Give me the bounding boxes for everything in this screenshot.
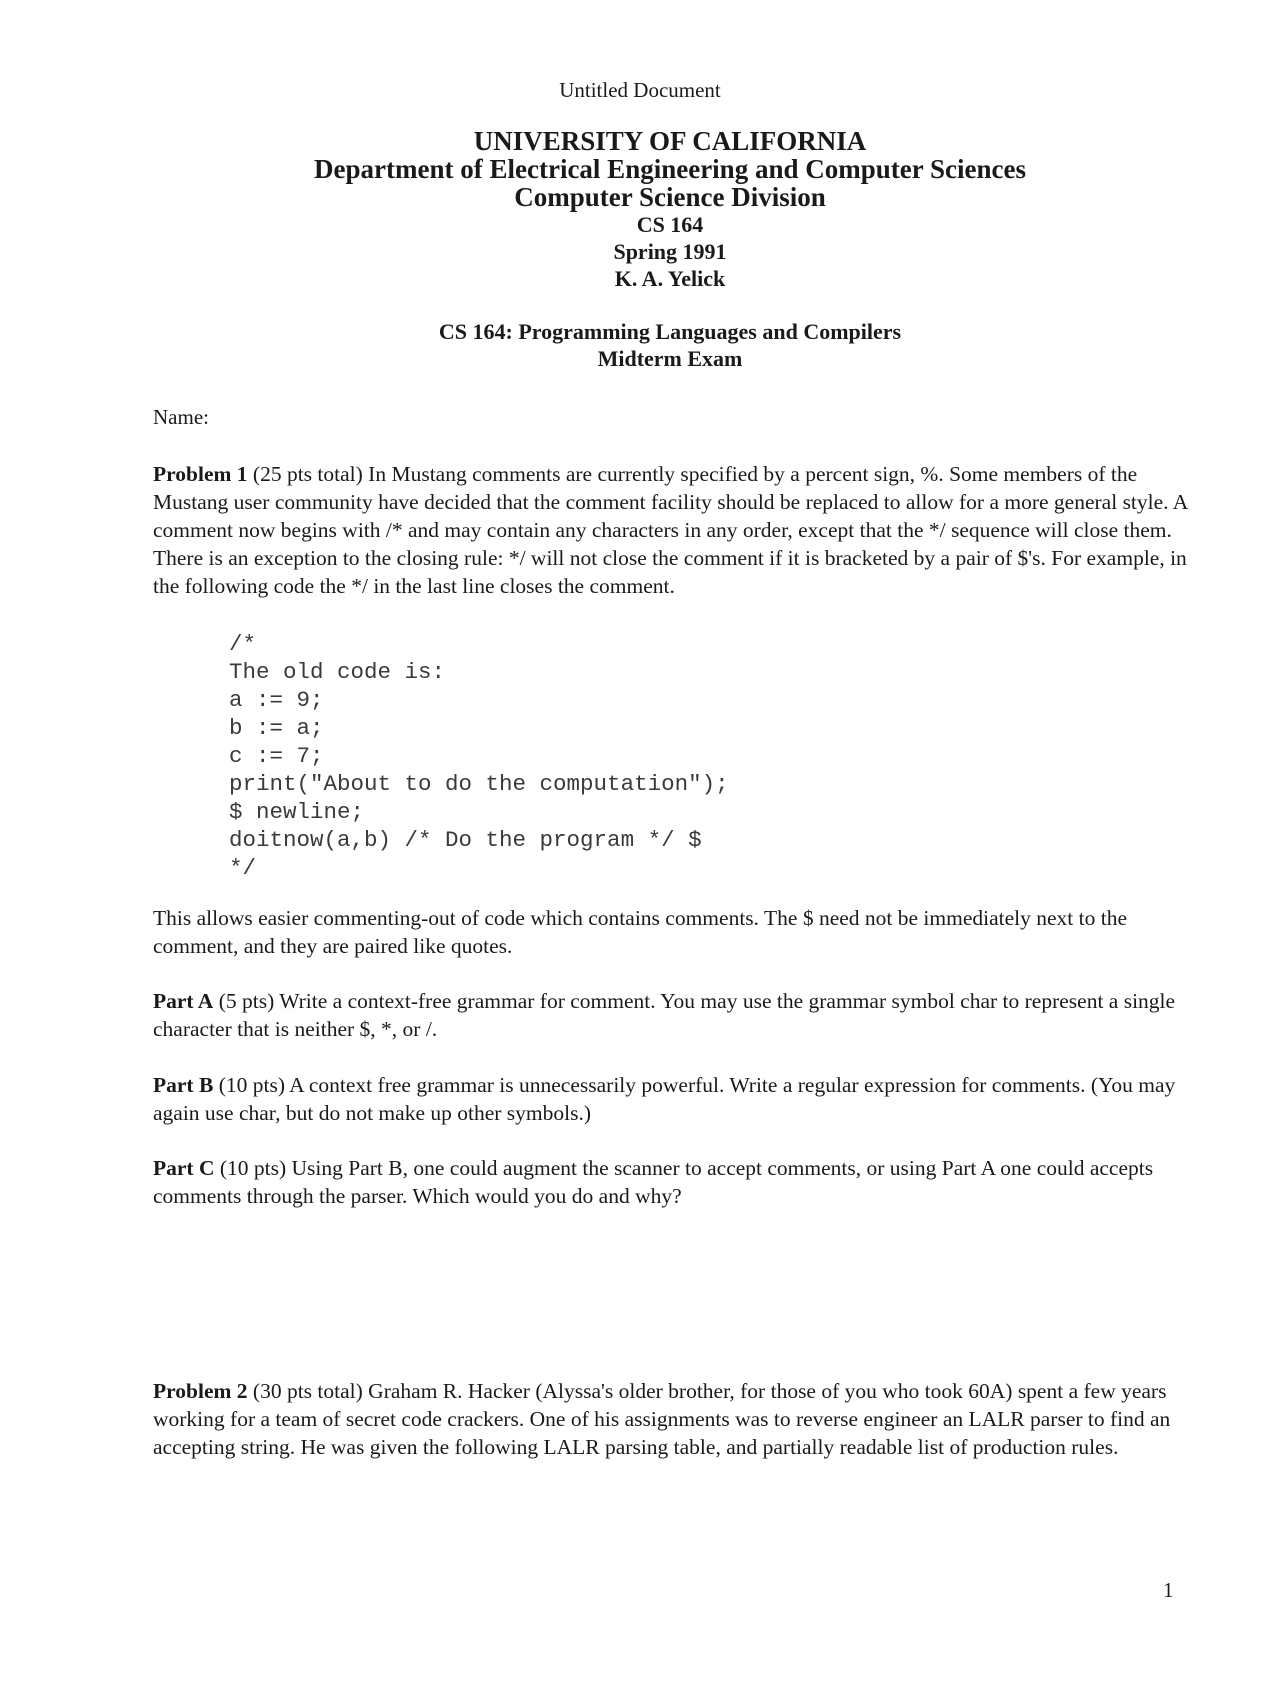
university-name: UNIVERSITY OF CALIFORNIA [473,126,867,156]
code-line: doitnow(a,b) /* Do the program */ $ [229,827,702,853]
title-block [0,127,1280,372]
code-line: a := 9; [229,687,324,713]
exam-title: Midterm Exam [597,346,743,371]
course-title: CS 164: Programming Languages and Compilers [438,319,902,344]
instructor: K. A. Yelick [614,266,726,291]
part-b-heading: Part B [153,1073,214,1097]
code-line: */ [229,855,257,881]
problem-1-heading: Problem 1 [153,462,248,486]
part-a-text: Part A (5 pts) Write a context-free grammar for comment. You may use the grammar symbol char to represent a single character that is neither $, *, or /. [153,989,1176,1041]
part-c-heading: Part C [153,1156,215,1180]
code-line: b := a; [229,715,324,741]
part-b-text: Part B (10 pts) A context free grammar is unnecessarily powerful. Write a regular expression for comments. (You may again use char, but do not make up other symbols.) [153,1073,1176,1125]
course-number: CS 164 [636,212,704,237]
code-line: $ newline; [229,799,365,825]
code-line: c := 7; [229,743,324,769]
name-label: Name: [153,405,209,429]
code-line: /* [229,631,257,657]
term: Spring 1991 [613,239,727,264]
code-line: print("About to do the computation"); [229,771,729,797]
part-a-heading: Part A [153,989,214,1013]
part-c-text: Part C (10 pts) Using Part B, one could augment the scanner to accept comments, or using Part A one could accepts comments through the parser. Which would you do and why? [153,1156,1154,1208]
code-line: The old code is: [229,659,446,685]
problem-1-explanation: This allows easier commenting-out of code which contains comments. The $ need not be immediately next to the comment, and they are paired like quotes. [153,906,1128,958]
code-sample [229,630,729,882]
department-name: Department of Electrical Engineering and Computer Sciences [314,154,1026,184]
page-number: 1 [1163,1578,1174,1602]
page-header: Untitled Document [559,78,721,102]
problem-1-text: Problem 1 (25 pts total) In Mustang comments are currently specified by a percent sign, %. Some members of the Mustang user community have decided that the comment facility should be replaced to allow for a more general style. A comment now begins with /* and may contain any characters in any order, except that the */ sequence will close them. There is an exception to the closing rule: */ will not close the comment if it is bracketed by a pair of $'s. For example, in the following code the */ in the last line closes the comment. [153,462,1188,598]
division-name: Computer Science Division [514,182,826,212]
problem-2-heading: Problem 2 [153,1379,248,1403]
problem-2-text: Problem 2 (30 pts total) Graham R. Hacker (Alyssa's older brother, for those of you who took 60A) spent a few years working for a team of secret code crackers. One of his assignments was to reverse engineer an LALR parser to find an accepting string. He was given the following LALR parsing table, and partially readable list of production rules. [153,1379,1171,1459]
